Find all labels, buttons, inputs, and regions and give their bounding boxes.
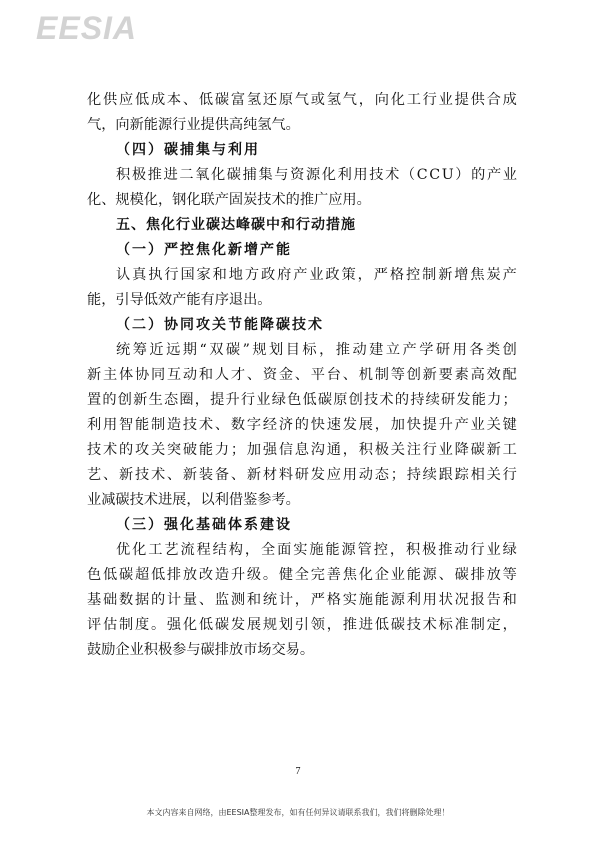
eesia-logo: EESIA [36, 10, 138, 46]
section-heading-5-2: （二）协同攻关节能降碳技术 [116, 317, 324, 333]
paragraph-line: 能，引导低效产能有序退出。 [87, 292, 272, 308]
paragraph-line: 色 低 碳 超 低 排 放 改 造 升 级 。 健 全 完 善 焦 化 企 业 能 源 、 碳 排 放 等 [87, 567, 517, 583]
paragraph-line: 评 估 制 度 。 强 化 低 碳 发 展 规 划 引 领 ， 推 进 低 碳 技 术 标 准 制 定 ， [87, 617, 517, 633]
paragraph-line: 置 的 创 新 生 态 圈 ， 提 升 行 业 绿 色 低 碳 原 创 技 术 的 持 续 研 发 能 力 ； [87, 392, 517, 408]
paragraph-line: 化、规模化，钢化联产固炭技术的推广应用。 [87, 192, 371, 208]
footer-notice: 本文内容来自网络，由EESIA整理发布，如有任何异议请联系我们，我们将删除处理！ [146, 808, 450, 817]
paragraph-line: 气，向新能源行业提供高纯氢气。 [87, 117, 300, 133]
paragraph-line: 认 真 执 行 国 家 和 地 方 政 府 产 业 政 策 ， 严 格 控 制 新 增 焦 炭 产 [116, 267, 517, 283]
paragraph-line: 艺 、 新 技 术 、 新 装 备 、 新 材 料 研 发 应 用 动 态 ； 持 续 跟 踪 相 关 行 [87, 467, 517, 483]
paragraph-line: 利 用 智 能 制 造 技 术 、 数 字 经 济 的 快 速 发 展 ， 加 快 提 升 产 业 关 键 [87, 417, 517, 433]
paragraph-line: 基 础 数 据 的 计 量 、 监 测 和 统 计 ， 严 格 实 施 能 源 利 用 状 况 报 告 和 [87, 592, 517, 608]
section-heading-5-3: （三）强化基础体系建设 [116, 517, 292, 533]
paragraph-line: 统 筹 近 远 期 “ 双 碳 ” 规 划 目 标 ， 推 动 建 立 产 学 研 用 各 类 创 [116, 342, 517, 358]
paragraph-line: 技 术 的 攻 关 突 破 能 力 ； 加 强 信 息 沟 通 ， 积 极 关 注 行 业 降 碳 新 工 [87, 442, 517, 458]
paragraph-line: 优 化 工 艺 流 程 结 构 ， 全 面 实 施 能 源 管 控 ， 积 极 推 动 行 业 绿 [116, 542, 517, 558]
paragraph-line: 积 极 推 进 二 氧 化 碳 捕 集 与 资 源 化 利 用 技 术 （ C C U ） 的 产 业 [116, 167, 517, 183]
section-heading-5-1: （一）严控焦化新增产能 [116, 242, 292, 258]
section-heading-4: （四）碳捕集与利用 [116, 142, 260, 158]
paragraph-line: 化 供 应 低 成 本 、 低 碳 富 氢 还 原 气 或 氢 气 ， 向 化 工 行 业 提 供 合 成 [87, 92, 517, 108]
page-number: 7 [295, 766, 301, 777]
chapter-heading-5: 五、焦化行业碳达峰碳中和行动措施 [116, 217, 356, 233]
paragraph-line: 业减碳技术进展，以利借鉴参考。 [87, 492, 300, 508]
paragraph-line: 新 主 体 协 同 互 动 和 人 才 、 资 金 、 平 台 、 机 制 等 创 新 要 素 高 效 配 [87, 367, 517, 383]
paragraph-line: 鼓励企业积极参与碳排放市场交易。 [87, 642, 315, 658]
document-body [87, 88, 517, 663]
